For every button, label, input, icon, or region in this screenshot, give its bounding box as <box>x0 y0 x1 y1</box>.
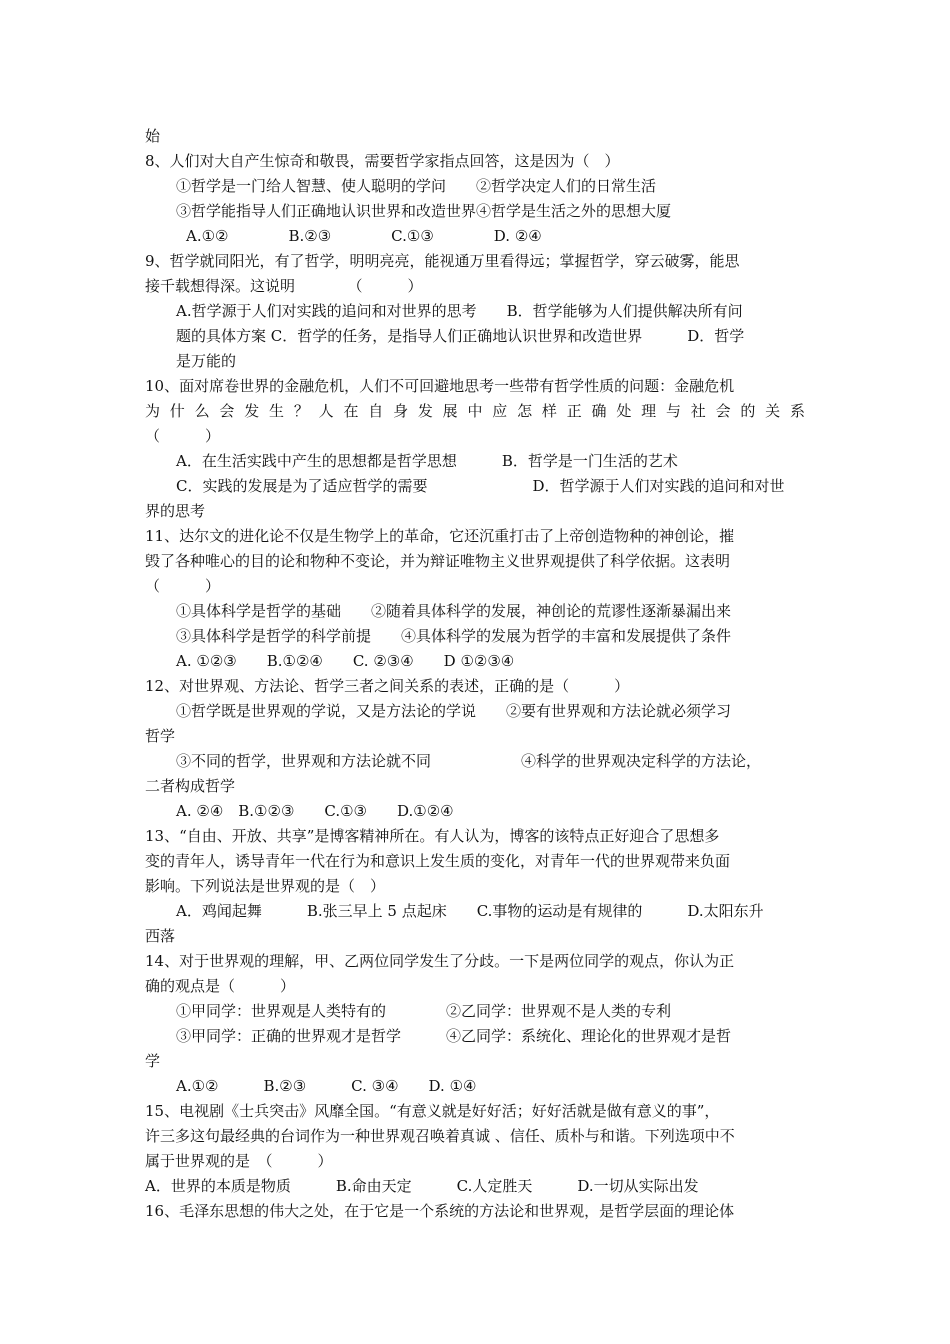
question-14-statements: 学 <box>145 1052 161 1070</box>
question-8-options: A.①② B.②③ C.①③ D. ②④ <box>186 227 542 245</box>
question-8-stem: 8、人们对大自产生惊奇和敬畏，需要哲学家指点回答，这是因为（ ） <box>145 152 620 170</box>
question-11-stem: 毁了各种唯心的目的论和物种不变论，并为辩证唯物主义世界观提供了科学依据。这表明 <box>145 552 731 570</box>
question-14-statements: ③甲同学：正确的世界观才是哲学 ④乙同学：系统化、理论化的世界观才是哲 <box>176 1027 732 1045</box>
question-9-stem: 接千载想得深。这说明 （ ） <box>145 277 423 295</box>
question-14-stem: 确的观点是（ ） <box>145 977 296 995</box>
question-14-statements: ①甲同学：世界观是人类特有的 ②乙同学：世界观不是人类的专利 <box>176 1002 672 1020</box>
question-12-statements: ①哲学既是世界观的学说，又是方法论的学说 ②要有世界观和方法论就必须学习 <box>176 702 732 720</box>
question-12-options: A. ②④ B.①②③ C.①③ D.①②④ <box>176 802 454 820</box>
question-10-options: 界的思考 <box>145 502 206 520</box>
question-9-options: 题的具体方案 C．哲学的任务，是指导人们正确地认识世界和改造世界 D．哲学 <box>176 327 745 345</box>
question-8-statements: ①哲学是一门给人智慧、使人聪明的学问 ②哲学决定人们的日常生活 <box>176 177 657 195</box>
question-11-statements: ①具体科学是哲学的基础 ②随着具体科学的发展，神创论的荒谬性逐渐暴漏出来 <box>176 602 732 620</box>
question-10-stem: （ ） <box>145 427 221 445</box>
question-13-stem: 变的青年人，诱导青年一代在行为和意识上发生质的变化，对青年一代的世界观带来负面 <box>145 852 731 870</box>
question-12-statements: 哲学 <box>145 727 176 745</box>
question-8-statements: ③哲学能指导人们正确地认识世界和改造世界④哲学是生活之外的思想大厦 <box>176 202 672 220</box>
question-12-statements: ③不同的哲学，世界观和方法论就不同 ④科学的世界观决定科学的方法论， <box>176 752 762 770</box>
question-11-statements: ③具体科学是哲学的科学前提 ④具体科学的发展为哲学的丰富和发展提供了条件 <box>176 627 732 645</box>
question-9-options: 是万能的 <box>176 352 237 370</box>
question-10-stem: 10、面对席卷世界的金融危机，人们不可回避地思考一些带有哲学性质的问题：金融危机 <box>145 377 735 395</box>
question-15-stem: 许三多这句最经典的台词作为一种世界观召唤着真诚 、信任、质朴与和谐。下列选项中不 <box>145 1127 735 1145</box>
text-line: 始 <box>145 127 161 145</box>
question-10-stem: 为什么会发生？人在自身发展中应怎样正确处理与社会的关系 <box>145 402 805 420</box>
question-11-stem: 11、达尔文的进化论不仅是生物学上的革命，它还沉重打击了上帝创造物种的神创论，摧 <box>145 527 735 545</box>
question-12-statements: 二者构成哲学 <box>145 777 236 795</box>
question-13-options: 西落 <box>145 927 176 945</box>
question-9-options: A.哲学源于人们对实践的追问和对世界的思考 B．哲学能够为人们提供解决所有问 <box>176 302 743 320</box>
question-12-stem: 12、对世界观、方法论、哲学三者之间关系的表述，正确的是（ ） <box>145 677 630 695</box>
question-14-options: A.①② B.②③ C. ③④ D. ①④ <box>176 1077 477 1095</box>
question-15-options: A．世界的本质是物质 B.命由天定 C.人定胜天 D.一切从实际出发 <box>145 1177 699 1195</box>
question-13-stem: 13、“自由、开放、共享”是博客精神所在。有人认为，博客的该特点正好迎合了思想多 <box>145 827 720 845</box>
question-11-stem: （ ） <box>145 577 221 595</box>
question-16-stem: 16、毛泽东思想的伟大之处，在于它是一个系统的方法论和世界观，是哲学层面的理论体 <box>145 1202 735 1220</box>
question-14-stem: 14、对于世界观的理解，甲、乙两位同学发生了分歧。一下是两位同学的观点，你认为正 <box>145 952 735 970</box>
question-10-options: C．实践的发展是为了适应哲学的需要 D．哲学源于人们对实践的追问和对世 <box>176 477 785 495</box>
question-9-stem: 9、哲学就同阳光，有了哲学，明明亮亮，能视通万里看得远；掌握哲学，穿云破雾，能思 <box>145 252 740 270</box>
question-13-stem: 影响。下列说法是世界观的是（ ） <box>145 877 386 895</box>
question-11-options: A. ①②③ B.①②④ C. ②③④ D ①②③④ <box>176 652 515 670</box>
question-15-stem: 15、电视剧《士兵突击》风靡全国。“有意义就是好好活；好好活就是做有意义的事”， <box>145 1102 720 1120</box>
question-13-options: A．鸡闻起舞 B.张三早上 5 点起床 C.事物的运动是有规律的 D.太阳东升 <box>176 902 764 920</box>
question-15-stem: 属于世界观的是 （ ） <box>145 1152 333 1170</box>
question-10-options: A．在生活实践中产生的思想都是哲学思想 B．哲学是一门生活的艺术 <box>176 452 678 470</box>
